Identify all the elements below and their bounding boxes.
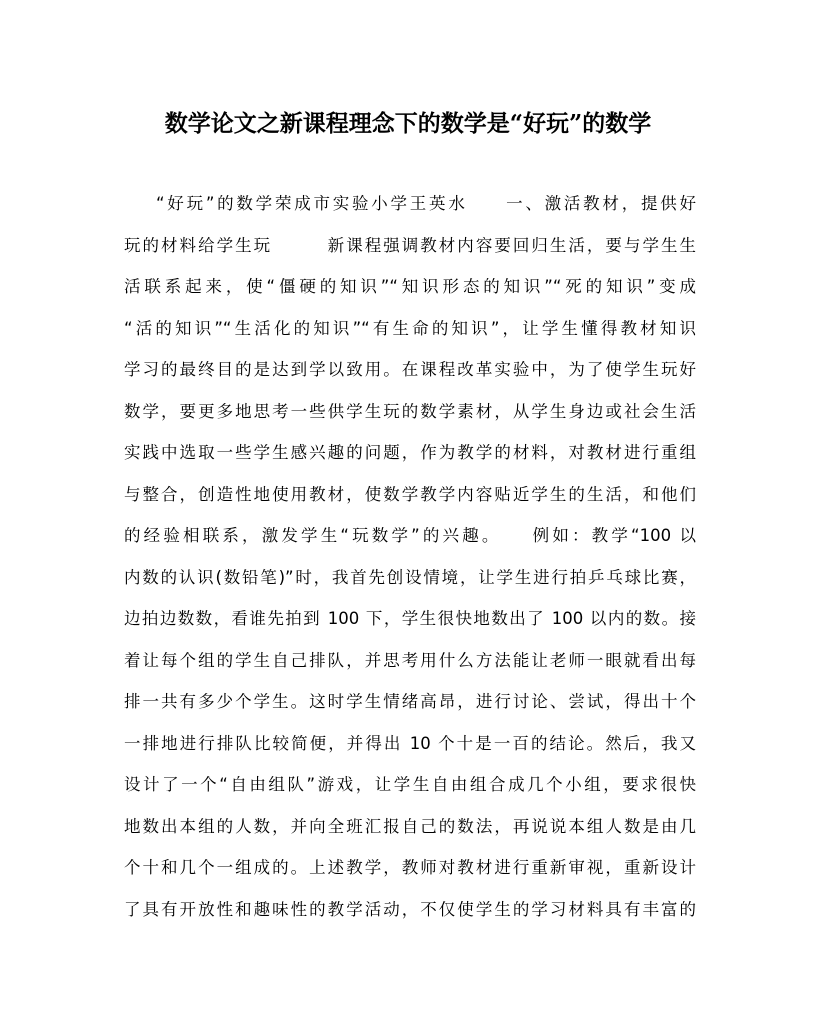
paragraph-line: “活的知识”“生活化的知识”“有生命的知识”，让学生懂得教材知识 [124,318,696,338]
paragraph-line: 排一共有多少个学生。这时学生情绪高昂，进行讨论、尝试，得出十个 [124,692,696,711]
paragraph-line: 一排地进行排队比较简便，并得出 10 个十是一百的结论。然后，我又 [124,733,696,753]
paragraph-line: 的经验相联系，激发学生“玩数学”的兴趣。 例如：教学“100 以 [124,526,696,545]
paragraph-line: 个十和几个一组成的。上述教学，教师对教材进行重新审视，重新设计 [124,858,696,877]
paragraph-line: 内数的认识(数铅笔)”时，我首先创设情境，让学生进行拍乒乓球比赛， [124,567,696,587]
paragraph-line: “好玩”的数学荣成市实验小学王英水 一、激活教材，提供好 [156,194,696,213]
paragraph-line: 设计了一个“自由组队”游戏，让学生自由组合成几个小组，要求很快 [124,775,696,794]
paragraph-line: 玩的材料给学生玩 新课程强调教材内容要回归生活，要与学生生 [124,235,696,255]
paragraph-line: 与整合，创造性地使用教材，使数学教学内容贴近学生的生活，和他们 [124,484,696,504]
paragraph-line: 活联系起来，使“僵硬的知识”“知识形态的知识”“死的知识”变成 [124,277,696,296]
paragraph-line: 地数出本组的人数，并向全班汇报自己的数法，再说说本组人数是由几 [124,816,696,836]
paragraph-line: 学习的最终目的是达到学以致用。在课程改革实验中，为了使学生玩好 [124,360,696,379]
paragraph-line: 着让每个组的学生自己排队，并思考用什么方法能让老师一眼就看出每 [124,650,696,670]
paragraph-line: 实践中选取一些学生感兴趣的问题，作为教学的材料，对教材进行重组 [124,443,696,462]
document-body [124,183,696,930]
paragraph-line: 数学，要更多地思考一些供学生玩的数学素材，从学生身边或社会生活 [124,401,696,421]
document-title: 数学论文之新课程理念下的数学是“好玩”的数学 [164,110,652,137]
paragraph-line: 了具有开放性和趣味性的教学活动，不仅使学生的学习材料具有丰富的 [124,899,696,919]
paragraph-line: 边拍边数数，看谁先拍到 100 下，学生很快地数出了 100 以内的数。接 [124,609,696,628]
